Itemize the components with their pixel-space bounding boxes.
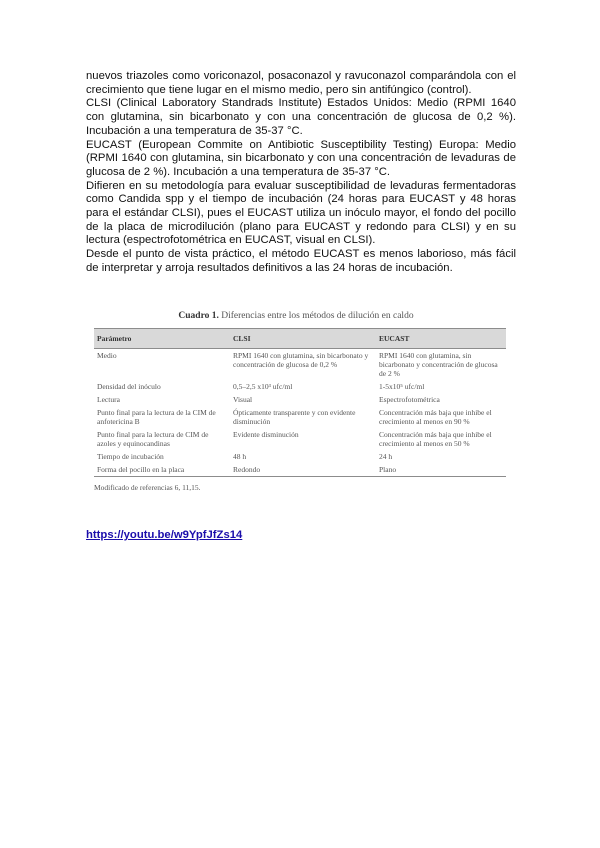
table-cell: Concentración más baja que inhibe el crecimiento al menos en 90 %	[379, 408, 492, 426]
header-clsi: CLSI	[230, 329, 376, 349]
table-cell: RPMI 1640 con glutamina, sin bicarbonato y concentración de glucosa de 0,2 %	[233, 351, 369, 369]
table-row	[94, 463, 506, 477]
header-parametro: Parámetro	[94, 329, 230, 349]
table-cell: Ópticamente transparente y con evidente disminución	[233, 408, 356, 426]
table-cell: Punto final para la lectura de CIM de azoles y equinocandinas	[97, 430, 209, 448]
table-row	[94, 393, 506, 406]
table-cell: Densidad del inóculo	[97, 382, 161, 391]
paragraph-eucast: EUCAST (European Commite on Antibiotic Susceptibility Testing) Europa: Medio (RPMI 1640 con glutamina, sin bicarbonato y con una concentración de levaduras de glucosa de 2 %). Incubación a una temperatura de 35-37 °C.	[86, 138, 516, 178]
table-cell: 48 h	[233, 452, 247, 461]
table-cell: 0,5–2,5 x10³ ufc/ml	[233, 382, 293, 391]
table-cell: 24 h	[379, 452, 393, 461]
table-source-note: Modificado de referencias 6, 11,15.	[94, 483, 201, 492]
table-row	[94, 406, 506, 428]
table-cell: Concentración más baja que inhibe el crecimiento al menos en 50 %	[379, 430, 492, 448]
table-cell: Tiempo de incubación	[97, 452, 164, 461]
table-cell: 1-5x10⁵ ufc/ml	[379, 382, 425, 391]
table-cell: Redondo	[230, 463, 376, 477]
table-header-row	[94, 329, 506, 349]
comparison-table	[94, 328, 506, 477]
comparison-table-figure	[86, 311, 506, 492]
table-cell: Forma del pocillo en la placa	[94, 463, 230, 477]
body-text	[86, 70, 516, 276]
youtube-link[interactable]: https://youtu.be/w9YpfJfZs14	[86, 529, 243, 541]
table-cell: Punto final para la lectura de la CIM de anfotericina B	[97, 408, 216, 426]
table-caption-text: Diferencias entre los métodos de dilución en caldo	[221, 311, 414, 321]
table-cell: Espectrofotométrica	[379, 395, 440, 404]
paragraph-differences: Difieren en su metodología para evaluar susceptibilidad de levaduras fermentadoras como Candida spp y el tiempo de incubación (24 horas para EUCAST y 48 horas para el estándar CLSI), pues el EUCAST utiliza un inóculo mayor, el fondo del pocillo de la placa de microdilución (plano para EUCAST y redondo para CLSI) y en su lectura (espectrofotométrica en EUCAST, visual en CLSI).	[86, 179, 516, 247]
paragraph-clsi: CLSI (Clinical Laboratory Standrads Institute) Estados Unidos: Medio (RPMI 1640 con glutamina, sin bicarbonato y con una concentración de glucosa de 0,2 %). Incubación a una temperatura de 35-37 °C.	[86, 97, 516, 137]
paragraph-triazoles: nuevos triazoles como voriconazol, posaconazol y ravuconazol comparándola con el crecimiento que tiene lugar en el mismo medio, pero sin antifúngico (control).	[86, 70, 516, 96]
table-caption	[86, 311, 506, 321]
table-cell: Plano	[376, 463, 506, 477]
table-row	[94, 428, 506, 450]
table-cell: Evidente disminución	[233, 430, 299, 439]
table-cell: Visual	[233, 395, 253, 404]
table-row	[94, 450, 506, 463]
table-cell: Medio	[97, 351, 117, 360]
table-cell: Lectura	[97, 395, 120, 404]
paragraph-practical: Desde el punto de vista práctico, el método EUCAST es menos laborioso, más fácil de interpretar y arroja resultados definitivos a las 24 horas de incubación.	[86, 248, 516, 274]
table-row	[94, 380, 506, 393]
document-body	[86, 70, 516, 276]
table-row	[94, 349, 506, 381]
header-eucast: EUCAST	[376, 329, 506, 349]
table-caption-label: Cuadro 1.	[178, 311, 219, 321]
table-cell: RPMI 1640 con glutamina, sin bicarbonato y concentración de glucosa de 2 %	[379, 351, 498, 378]
